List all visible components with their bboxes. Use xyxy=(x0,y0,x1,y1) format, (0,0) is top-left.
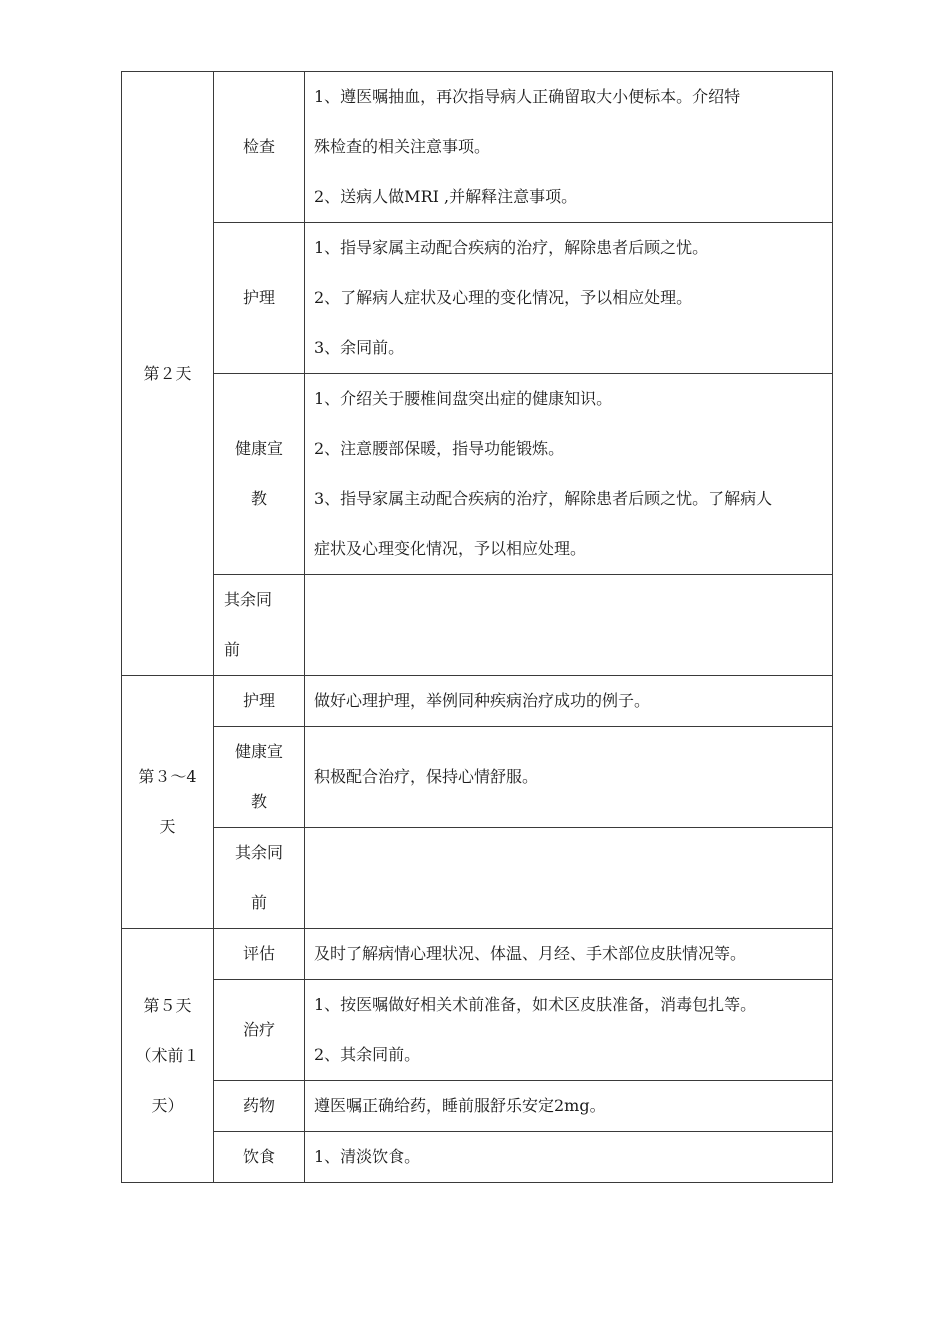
content-line: 积极配合治疗，保持心情舒服。 xyxy=(314,767,539,786)
day-label xyxy=(122,676,214,929)
content-cell xyxy=(305,374,833,575)
category-line: 教 xyxy=(250,792,267,811)
category-label xyxy=(214,980,305,1081)
content-line: 2、送病人做MRI ,并解释注意事项。 xyxy=(314,187,578,206)
content-cell xyxy=(305,1132,833,1183)
category-line: 治疗 xyxy=(242,1020,275,1039)
category-line: 前 xyxy=(250,893,267,912)
table-row xyxy=(122,929,833,980)
category-label xyxy=(214,374,305,575)
content-cell xyxy=(305,223,833,374)
category-line: 前 xyxy=(224,640,241,659)
content-line: 3、余同前。 xyxy=(314,338,405,357)
content-cell xyxy=(305,980,833,1081)
content-line: 2、了解病人症状及心理的变化情况，予以相应处理。 xyxy=(314,288,693,307)
content-line: 做好心理护理，举例同种疾病治疗成功的例子。 xyxy=(314,691,651,710)
category-label xyxy=(214,676,305,727)
category-line: 饮食 xyxy=(242,1147,275,1166)
category-line: 评估 xyxy=(242,944,275,963)
day-label xyxy=(122,72,214,676)
content-cell xyxy=(305,72,833,223)
content-line: 及时了解病情心理状况、体温、月经、手术部位皮肤情况等。 xyxy=(314,944,747,963)
content-line: 3、指导家属主动配合疾病的治疗，解除患者后顾之忧。了解病人 xyxy=(314,489,773,508)
content-line: 殊检查的相关注意事项。 xyxy=(314,137,491,156)
content-line: 遵医嘱正确给药，睡前服舒乐安定2mg。 xyxy=(314,1096,606,1115)
content-line: 症状及心理变化情况，予以相应处理。 xyxy=(314,539,587,558)
nursing-plan-table xyxy=(121,71,833,1183)
content-cell-empty xyxy=(305,828,833,929)
category-label xyxy=(214,223,305,374)
category-line: 健康宣 xyxy=(234,439,283,458)
day-label-line: 天 xyxy=(159,817,176,836)
content-line: 1、按医嘱做好相关术前准备，如术区皮肤准备，消毒包扎等。 xyxy=(314,995,757,1014)
table-row xyxy=(122,676,833,727)
table-row xyxy=(122,72,833,223)
content-line: 1、清淡饮食。 xyxy=(314,1147,421,1166)
day-label-line: （术前１ xyxy=(135,1045,200,1065)
day-label-line: 第３〜4 xyxy=(138,767,197,786)
table-row xyxy=(122,1081,833,1132)
category-label xyxy=(214,929,305,980)
category-line: 教 xyxy=(250,489,267,508)
day-label-line: 第２天 xyxy=(143,363,192,383)
content-line: 1、指导家属主动配合疾病的治疗，解除患者后顾之忧。 xyxy=(314,238,709,257)
category-label xyxy=(214,727,305,828)
category-label xyxy=(214,1132,305,1183)
table-row xyxy=(122,1132,833,1183)
category-label xyxy=(214,72,305,223)
content-cell xyxy=(305,727,833,828)
category-line: 检查 xyxy=(242,137,275,156)
category-line: 其余同 xyxy=(224,590,273,609)
day-label-line: 第５天 xyxy=(143,995,192,1015)
table-row xyxy=(122,727,833,828)
category-label xyxy=(214,828,305,929)
content-line: 2、注意腰部保暖，指导功能锻炼。 xyxy=(314,439,565,458)
content-cell xyxy=(305,1081,833,1132)
table-row xyxy=(122,980,833,1081)
category-label xyxy=(214,1081,305,1132)
content-cell-empty xyxy=(305,575,833,676)
content-line: 1、介绍关于腰椎间盘突出症的健康知识。 xyxy=(314,389,613,408)
care-plan-page xyxy=(121,71,832,1183)
table-row xyxy=(122,575,833,676)
category-line: 护理 xyxy=(242,288,275,307)
table-row xyxy=(122,223,833,374)
category-line: 其余同 xyxy=(234,843,283,862)
content-cell xyxy=(305,929,833,980)
table-row xyxy=(122,828,833,929)
content-line: 2、其余同前。 xyxy=(314,1045,421,1064)
content-line: 1、遵医嘱抽血，再次指导病人正确留取大小便标本。介绍特 xyxy=(314,87,741,106)
category-line: 药物 xyxy=(242,1096,275,1115)
category-line: 护理 xyxy=(242,691,275,710)
category-line: 健康宣 xyxy=(234,742,283,761)
day-label xyxy=(122,929,214,1183)
category-label xyxy=(214,575,305,676)
table-row xyxy=(122,374,833,575)
content-cell xyxy=(305,676,833,727)
day-label-line: 天） xyxy=(151,1095,184,1115)
